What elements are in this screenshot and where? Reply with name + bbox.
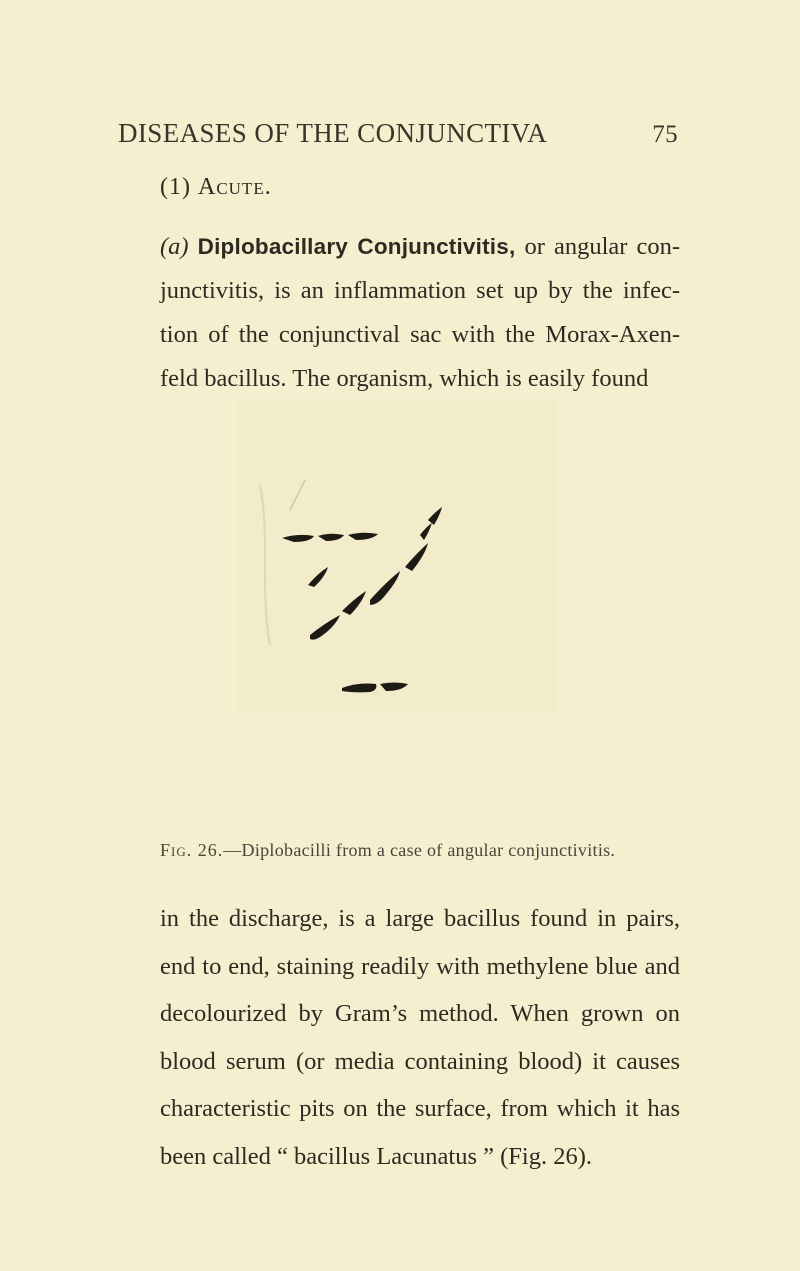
figure-illustration	[230, 395, 570, 725]
subsection-marker: (a)	[160, 233, 189, 260]
paragraph-bottom: in the discharge, is a large bacillus found in pairs, end to end, staining readily with methylene blue and decolourized by Gram’s method. When grown on blood serum (or media containing blood) it causes characteristic pits on the surface, from which it has been called “ bacillus Lacunatus ” (Fig. 26).	[160, 905, 680, 1170]
section-number: (1)	[160, 174, 191, 200]
paragraph-top-text: or angular con-junctivitis, is an inflammation set up by the infec-tion of the conjunctival sac with the Morax-Axen-feld bacillus. The organism, which is easily found	[160, 233, 681, 392]
running-head	[118, 118, 678, 149]
paragraph-top	[160, 225, 680, 401]
figure-caption	[160, 840, 680, 861]
figure-background	[238, 401, 556, 711]
section-label	[160, 174, 272, 201]
figure-caption-text: —Diplobacilli from a case of angular conjunctivitis.	[223, 840, 616, 860]
running-head-title: DISEASES OF THE CONJUNCTIVA	[118, 118, 548, 148]
page-number: 75	[652, 121, 678, 148]
section-title: Acute.	[197, 174, 272, 200]
subsection-heading: Diplobacillary Conjunctivitis,	[197, 234, 516, 259]
figure-diplobacilli	[230, 395, 570, 725]
figure-label: Fig. 26.	[160, 840, 224, 860]
